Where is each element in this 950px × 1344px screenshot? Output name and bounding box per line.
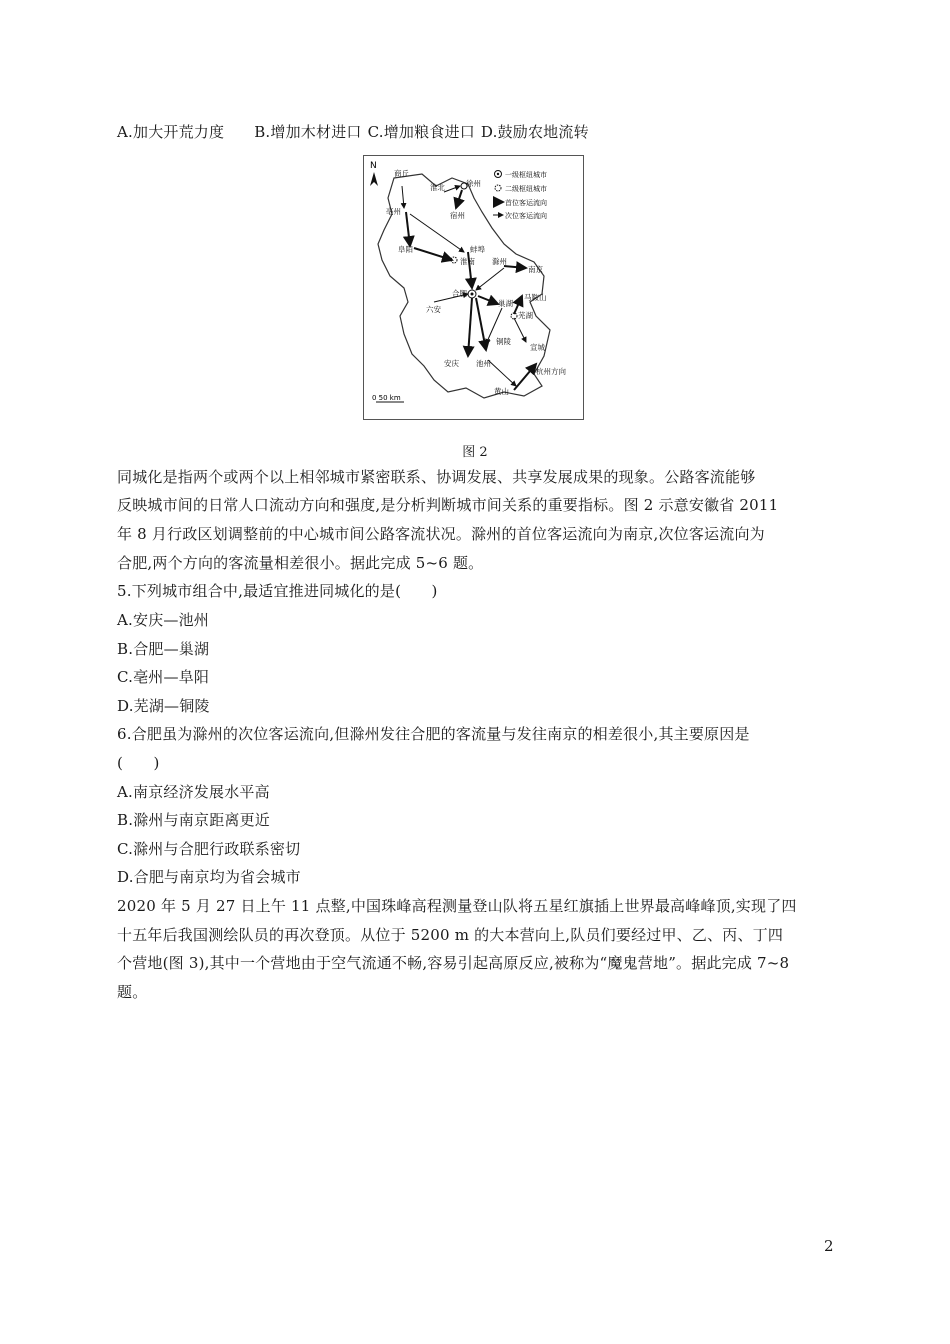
- city-label: 淮南: [460, 257, 475, 266]
- city-label: 商丘: [394, 169, 409, 178]
- city-label: 亳州: [386, 207, 401, 216]
- passage1-line: 反映城市间的日常人口流动方向和强度,是分析判断城市间关系的重要指标。图 2 示意安徽省 2011: [117, 496, 779, 514]
- city-label: 芜湖: [518, 311, 533, 320]
- city-label: 宿州: [450, 211, 465, 220]
- city-label: 马鞍山: [524, 293, 547, 302]
- option-b: B.增加木材进口: [254, 123, 362, 141]
- scale-label: 0 50 km: [372, 394, 401, 402]
- question-5-option-d: D.芜湖—铜陵: [117, 697, 210, 715]
- city-label: 巢湖: [498, 299, 513, 308]
- passage2-line: 2020 年 5 月 27 日上午 11 点整,中国珠峰高程测量登山队将五星红旗插上世界最高峰峰顶,实现了四: [117, 897, 797, 915]
- previous-question-options: [117, 121, 589, 142]
- svg-text:一级枢纽城市: 一级枢纽城市: [505, 171, 547, 179]
- city-label: 阜阳: [398, 245, 413, 254]
- city-label: 南京: [528, 265, 543, 274]
- passage2-line: 题。: [117, 983, 148, 1001]
- legend: [493, 170, 547, 220]
- passage2-line: 十五年后我国测绘队员的再次登顶。从位于 5200 m 的大本营向上,队员们要经过甲、乙、丙、丁四: [117, 926, 784, 944]
- option-c: C.增加粮食进口: [367, 123, 475, 141]
- question-6-option-b: B.滁州与南京距离更近: [117, 811, 270, 829]
- question-5-option-c: C.亳州—阜阳: [117, 668, 210, 686]
- question-6-option-d: D.合肥与南京均为省会城市: [117, 868, 301, 886]
- city-label: 安庆: [444, 359, 459, 368]
- city-label: 合肥: [452, 289, 467, 298]
- city-label: 池州: [476, 359, 491, 368]
- city-label: 蚌埠: [470, 245, 485, 254]
- city-label: 杭州方向: [536, 367, 566, 376]
- option-a: A.加大开荒力度: [117, 123, 225, 141]
- city-label: 宣城: [530, 343, 545, 352]
- north-label: N: [370, 161, 377, 171]
- north-arrow-icon: [370, 172, 378, 186]
- city-label: 铜陵: [496, 337, 511, 346]
- question-6-option-a: A.南京经济发展水平高: [117, 783, 270, 801]
- city-label: 黄山: [494, 387, 509, 396]
- svg-text:首位客运流向: 首位客运流向: [505, 199, 547, 207]
- svg-text:次位客运流向: 次位客运流向: [505, 212, 547, 220]
- option-d: D.鼓励农地流转: [480, 123, 589, 141]
- passage1-line: 年 8 月行政区划调整前的中心城市间公路客流状况。滁州的首位客运流向为南京,次位客运流向为: [117, 525, 765, 543]
- question-5-stem: 5.下列城市组合中,最适宜推进同城化的是( ): [117, 582, 438, 600]
- question-6-stem: 6.合肥虽为滁州的次位客运流向,但滁州发往合肥的客流量与发往南京的相差很小,其主要原因是: [117, 725, 750, 743]
- city-label: 徐州: [466, 179, 481, 188]
- page-number: 2: [824, 1237, 834, 1255]
- city-label: 淮北: [430, 183, 445, 192]
- passage2-line: 个营地(图 3),其中一个营地由于空气流通不畅,容易引起高原反应,被称为“魔鬼营地”。据此完成 7~8: [117, 954, 790, 972]
- question-5-option-a: A.安庆—池州: [117, 611, 210, 629]
- passage1-line: 合肥,两个方向的客流量相差很小。据此完成 5~6 题。: [117, 554, 484, 572]
- question-5-option-b: B.合肥—巢湖: [117, 640, 210, 658]
- city-label: 滁州: [492, 257, 507, 266]
- figure-caption: 图 2: [462, 445, 488, 460]
- passage1-line: 同城化是指两个或两个以上相邻城市紧密联系、协调发展、共享发展成果的现象。公路客流能够: [117, 468, 756, 486]
- question-6-option-c: C.滁州与合肥行政联系密切: [117, 840, 301, 858]
- city-label: 六安: [426, 305, 441, 314]
- anhui-traffic-map: [363, 155, 584, 420]
- question-6-bracket: ( ): [117, 754, 160, 772]
- svg-text:二级枢纽城市: 二级枢纽城市: [505, 185, 547, 193]
